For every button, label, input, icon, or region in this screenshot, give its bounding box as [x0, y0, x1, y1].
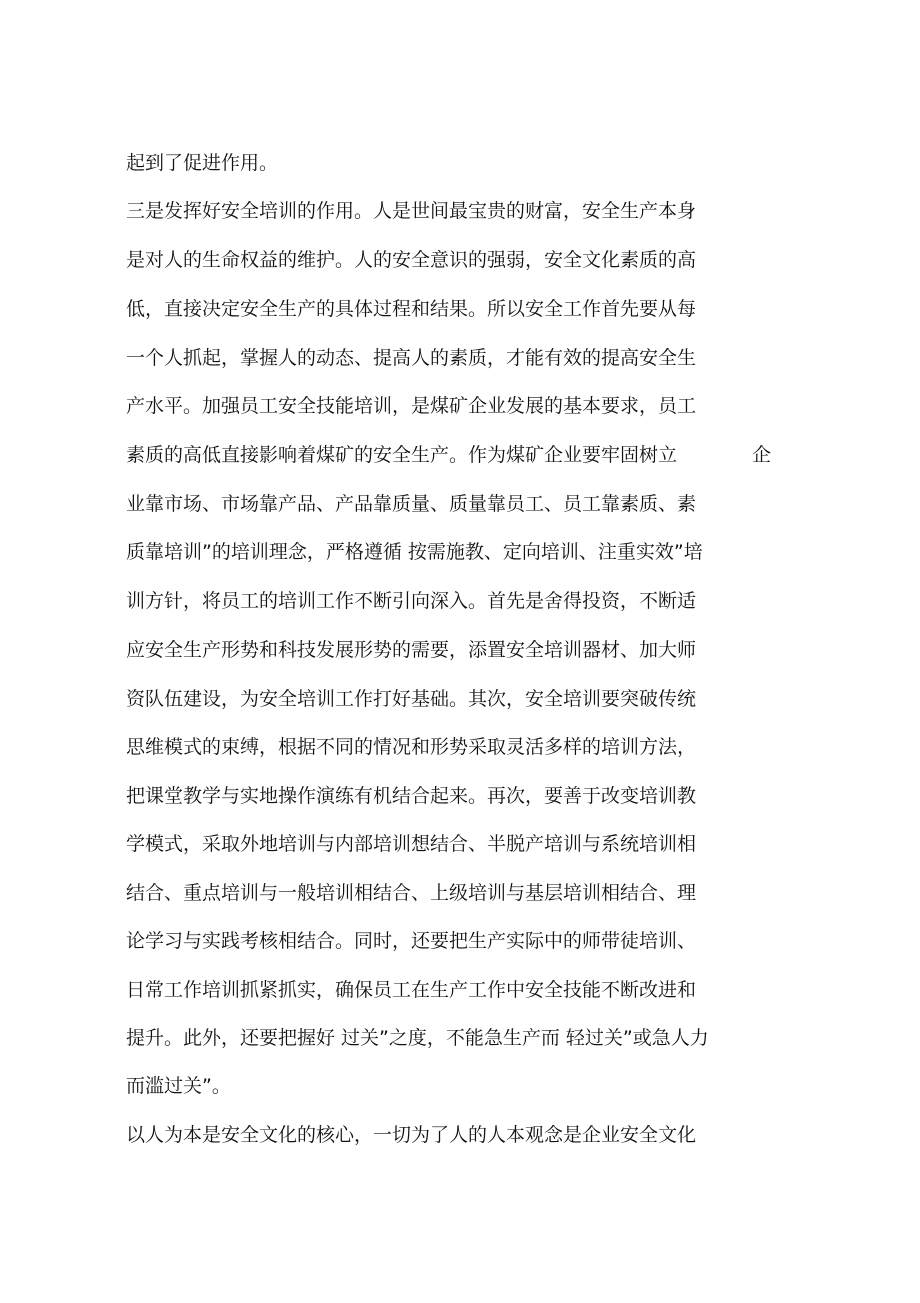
text-line-1: 起到了促进作用。: [126, 152, 279, 174]
text-line-4: 低，直接决定安全生产的具体过程和结果。所以安全工作首先要从每: [126, 298, 697, 320]
text-line-19: 提升。此外，还要把握好 过关”之度，不能急生产而 轻过关”或急人力: [126, 1027, 709, 1049]
text-line-20: 而滥过关”。: [126, 1075, 231, 1097]
text-line-21: 以人为本是安全文化的核心，一切为了人的人本观念是企业安全文化: [126, 1124, 697, 1146]
text-line-16: 结合、重点培训与一般培训相结合、上级培训与基层培训相结合、理: [126, 882, 697, 904]
text-line-2: 三是发挥好安全培训的作用。人是世间最宝贵的财富，安全生产本身: [126, 200, 697, 222]
text-line-13: 思维模式的束缚，根据不同的情况和形势采取灵活多样的培训方法，: [126, 736, 697, 758]
text-line-8: 业靠市场、市场靠产品、产品靠质量、质量靠员工、员工靠素质、素: [126, 493, 697, 515]
text-line-15: 学模式，采取外地培训与内部培训想结合、半脱产培训与系统培训相: [126, 833, 697, 855]
text-line-9: 质靠培训”的培训理念，严格遵循 按需施教、定向培训、注重实效”培: [126, 541, 703, 563]
text-line-7: 素质的高低直接影响着煤矿的安全生产。作为煤矿企业要牢固树立: [126, 444, 678, 466]
text-line-11: 应安全生产形势和科技发展形势的需要，添置安全培训器材、加大师: [126, 639, 697, 661]
text-line-10: 训方针，将员工的培训工作不断引向深入。首先是舍得投资，不断适: [126, 590, 697, 612]
text-line-12: 资队伍建设，为安全培训工作打好基础。其次，安全培训要突破传统: [126, 688, 697, 710]
text-line-3: 是对人的生命权益的维护。人的安全意识的强弱，安全文化素质的高: [126, 249, 697, 271]
floating-char: 企: [752, 444, 772, 466]
text-line-17: 论学习与实践考核相结合。同时，还要把生产实际中的师带徒培训、: [126, 930, 697, 952]
text-line-5: 一个人抓起，掌握人的动态、提高人的素质，才能有效的提高安全生: [126, 347, 697, 369]
text-line-18: 日常工作培训抓紧抓实，确保员工在生产工作中安全技能不断改进和: [126, 979, 697, 1001]
text-line-6: 产水平。加强员工安全技能培训，是煤矿企业发展的基本要求，员工: [126, 395, 697, 417]
text-line-14: 把课堂教学与实地操作演练有机结合起来。再次，要善于改变培训教: [126, 785, 697, 807]
